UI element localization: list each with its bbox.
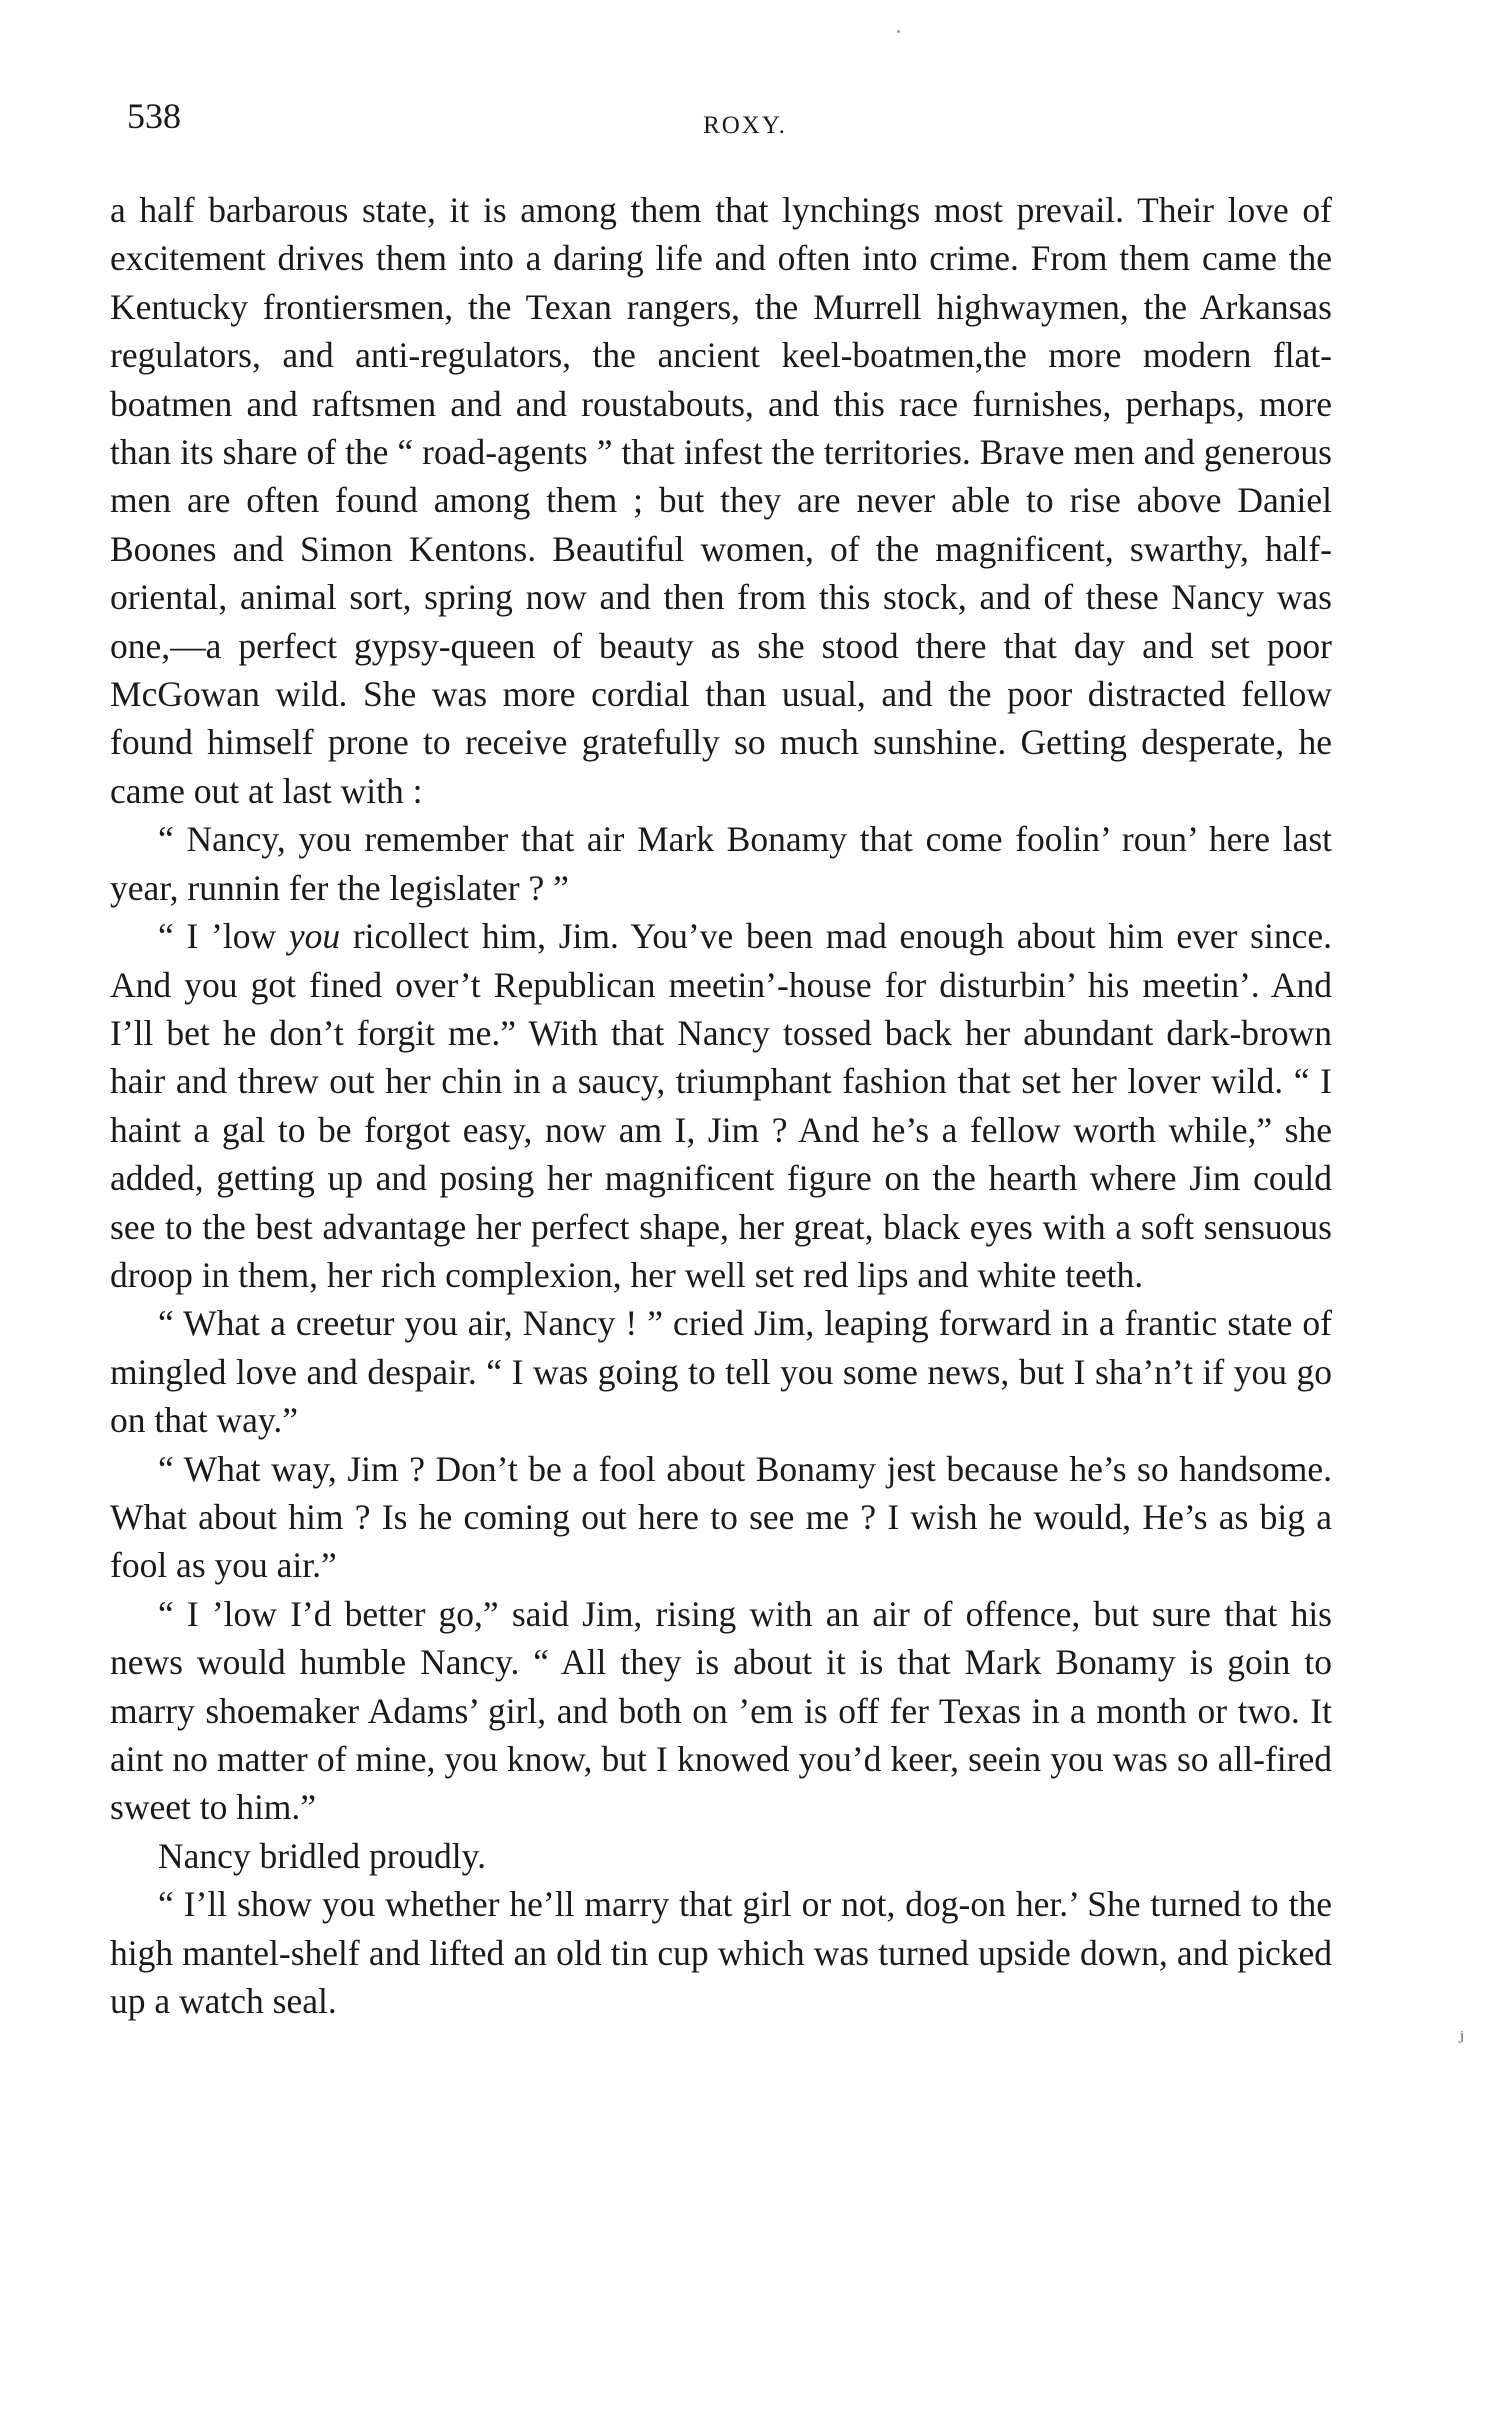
paragraph: Nancy bridled proudly. [158, 1835, 486, 1876]
emphasized-word: you [288, 916, 341, 957]
paragraph [110, 912, 1332, 1299]
paragraph: “ Nancy, you remember that air Mark Bonamy that come foolin’ roun’ here last year, runnin fer the legislater ? ” [110, 819, 1332, 908]
paragraph-text-start: “ I ’low [158, 916, 289, 957]
page-number: 538 [127, 96, 181, 136]
paragraph: “ What way, Jim ? Don’t be a fool about Bonamy jest because he’s so handsome. What about him ? Is he coming out here to see me ? I wish he would, He’s as big a fool as you air.” [110, 1448, 1332, 1586]
margin-mark: ⱼ [1458, 2020, 1464, 2045]
running-title: ROXY. [703, 112, 787, 139]
paragraph: “ What a creetur you air, Nancy ! ” cried Jim, leaping forward in a frantic state of mingled love and despair. “ I was going to tell you some news, but I sha’n’t if you go on that way.” [110, 1303, 1332, 1441]
paragraph: a half barbarous state, it is among them that lynchings most prevail. Their love of excitement drives them into a daring life and often into crime. From them came the Kentucky frontiersmen, the Texan rangers, the Murrell highwaymen, the Arkansas regulators, and anti-regulators, the ancient keel-boatmen,the more modern flat-boatmen and raftsmen and and roustabouts, and this race furnishes, perhaps, more than its share of the “ road-agents ” that infest the territories. Brave men and generous men are often found among them ; but they are never able to rise above Daniel Boones and Simon Kentons. Beautiful women, of the magnificent, swarthy, half-oriental, animal sort, spring now and then from this stock, and of these Nancy was one,—a perfect gypsy-queen of beauty as she stood there that day and set poor McGowan wild. She was more cordial than usual, and the poor distracted fellow found himself prone to receive gratefully so much sunshine. Getting desperate, he came out at last with : [110, 190, 1332, 811]
paragraph-text-end: ricollect him, Jim. You’ve been mad enough about him ever since. And you got fined over’t Republican meetin’-house for disturbin’ his meetin’. And I’ll bet he don’t forgit me.” With that Nancy tossed back her abundant dark-brown hair and threw out her chin in a saucy, triumphant fashion that set her lover wild. “ I haint a gal to be forgot easy, now am I, Jim ? And he’s a fellow worth while,” she added, getting up and posing her magnificent figure on the hearth where Jim could see to the best advantage her perfect shape, her great, black eyes with a soft sensuous droop in them, her rich complexion, her well set red lips and white teeth. [110, 916, 1332, 1295]
paper-speck [897, 30, 900, 33]
paragraph: “ I’ll show you whether he’ll marry that girl or not, dog-on her.’ She turned to the high mantel-shelf and lifted an old tin cup which was turned upside down, and picked up a watch seal. [110, 1884, 1332, 2022]
body-text [110, 186, 1332, 2025]
page-header [0, 96, 1490, 156]
paragraph: “ I ’low I’d better go,” said Jim, rising with an air of offence, but sure that his news would humble Nancy. “ All they is about it is that Mark Bonamy is goin to marry shoemaker Adams’ girl, and both on ’em is off fer Texas in a month or two. It aint no matter of mine, you know, but I knowed you’d keer, seein you was so all-fired sweet to him.” [110, 1593, 1332, 1828]
